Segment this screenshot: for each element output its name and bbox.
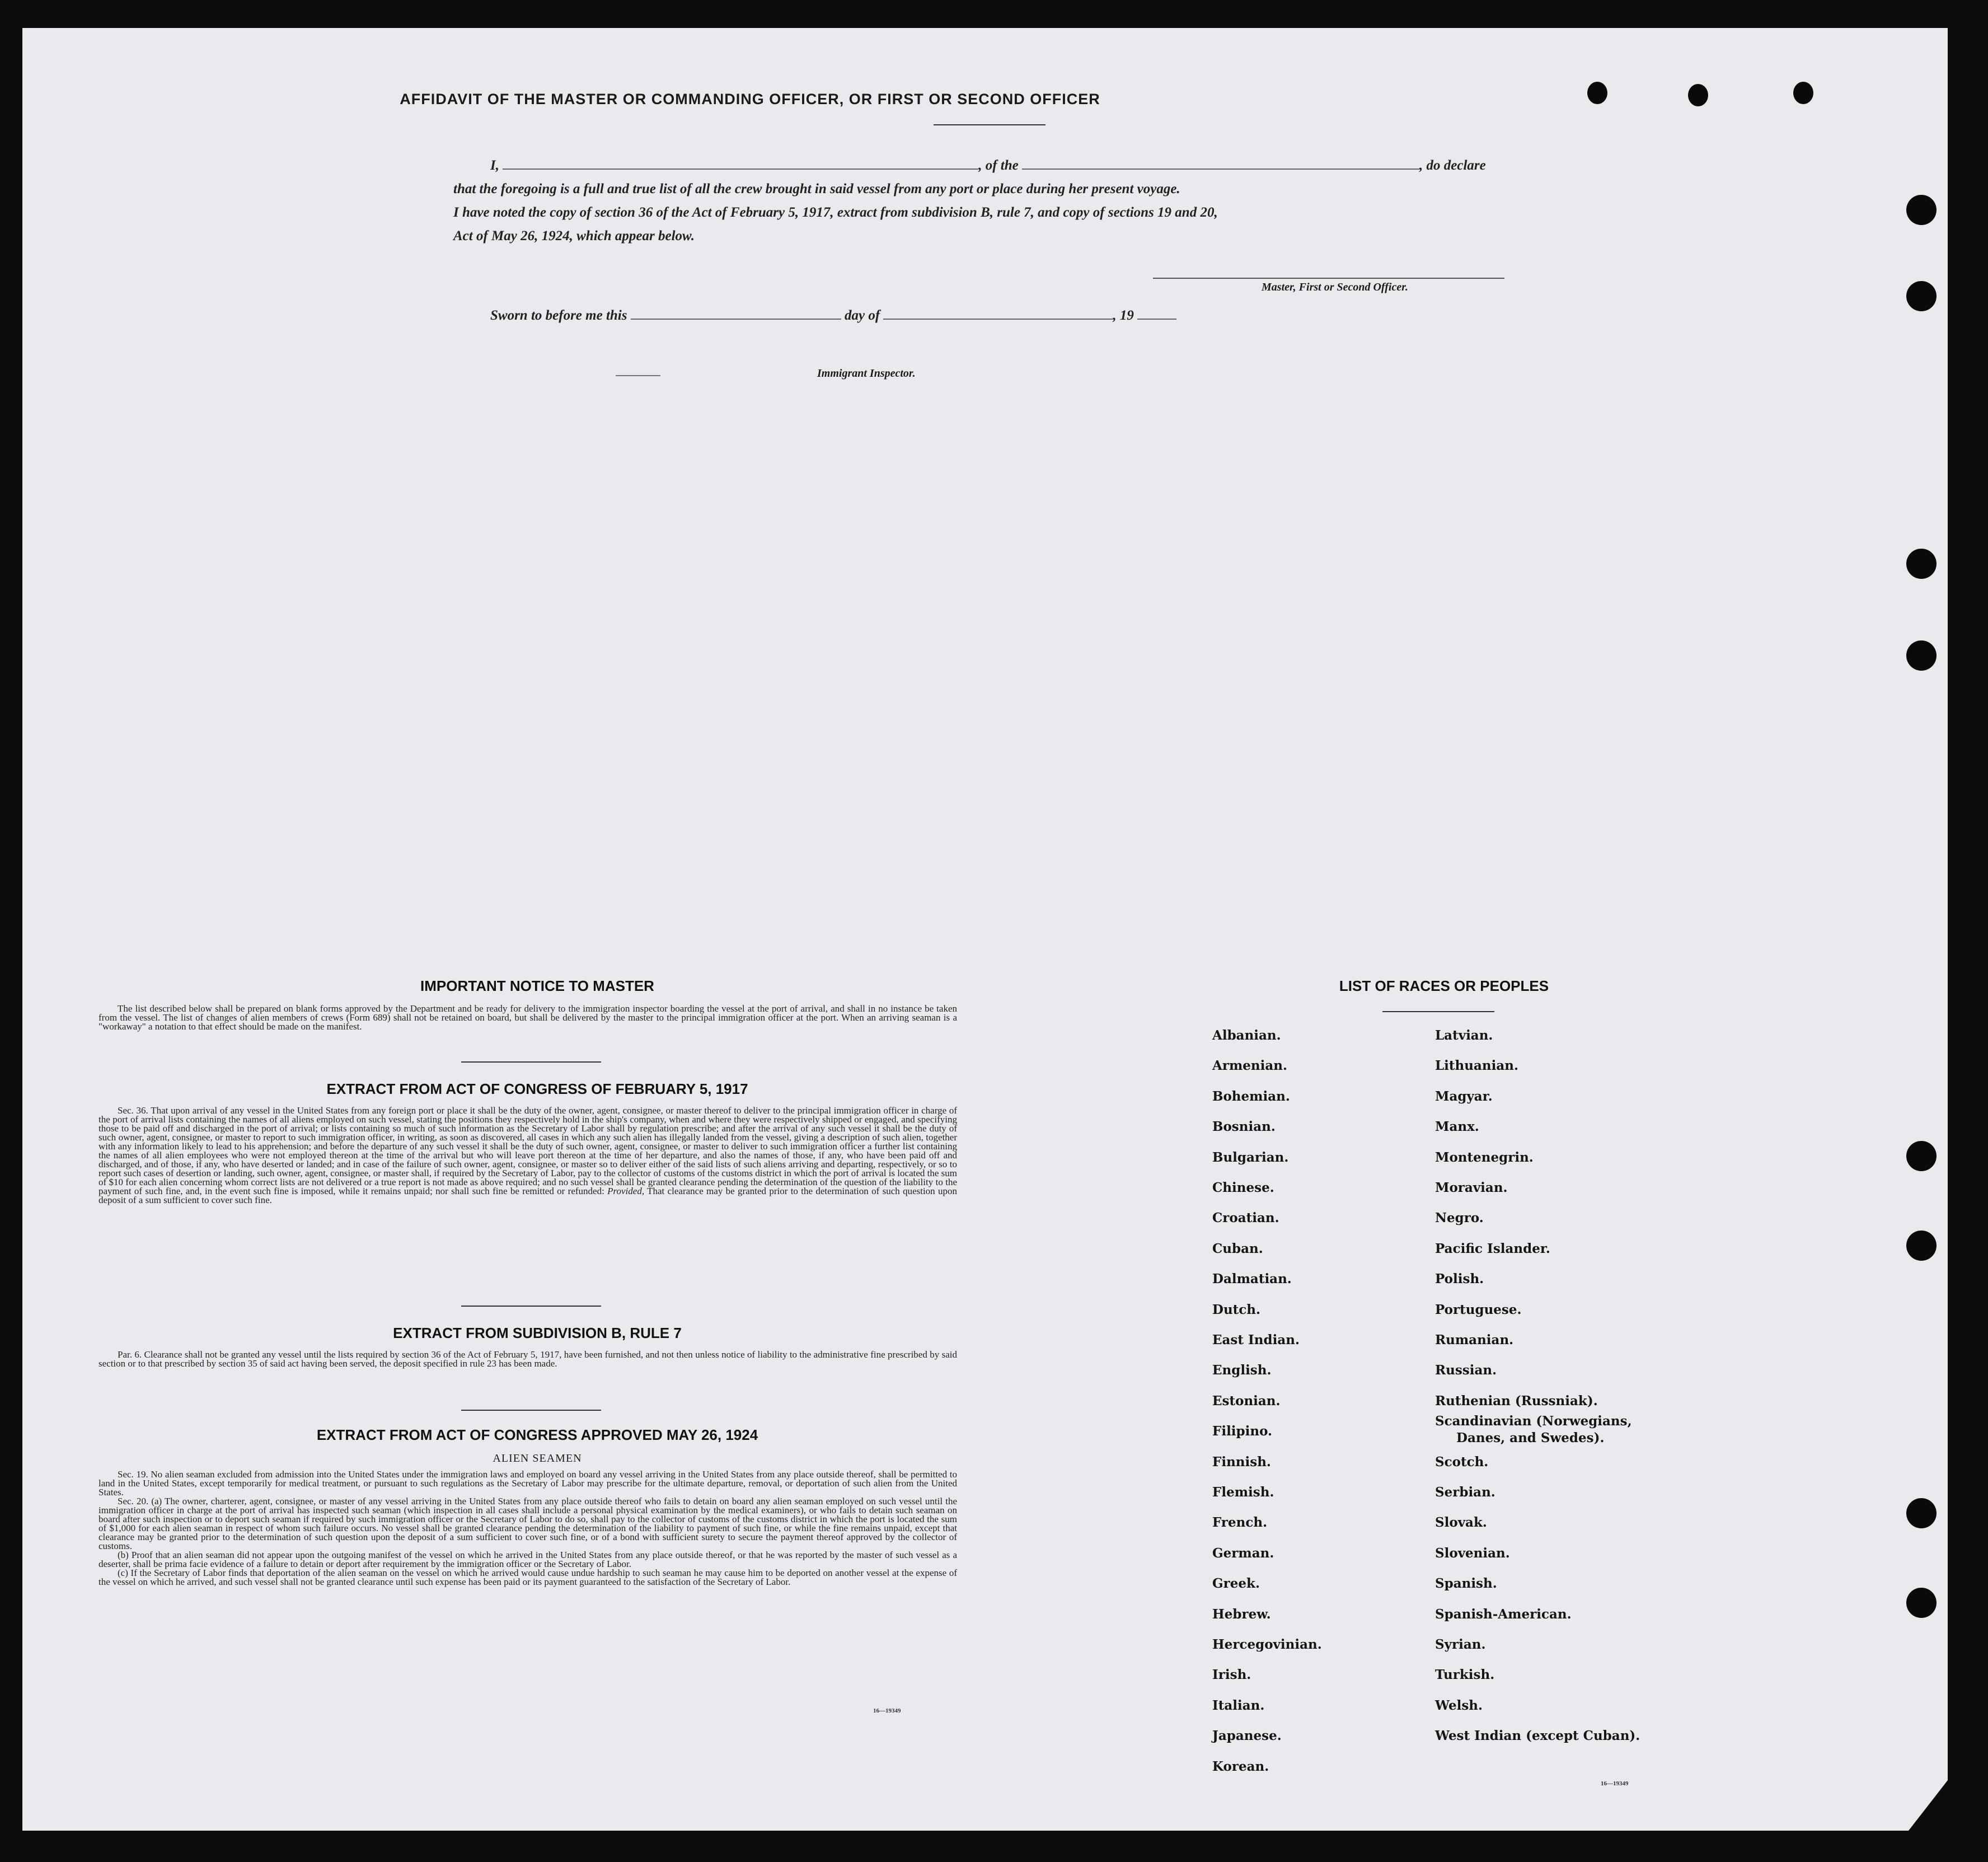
race-item: Slovak.: [1435, 1515, 1487, 1530]
divider: [461, 1061, 601, 1063]
affidavit-line-1: [490, 158, 1486, 174]
race-item: Chinese.: [1212, 1180, 1274, 1195]
rule7-body: [99, 1350, 957, 1368]
sec36-text: [99, 1106, 957, 1205]
punch-hole: [1906, 1141, 1937, 1171]
punch-hole: [1793, 82, 1813, 104]
notice-text: The list described below shall be prepared on blank forms approved by the Department and be ready for delivery to the immigration inspector boarding the vessel at the port of arrival, and shall in no instance be taken from the vessel. The list of changes of alien members of crews (Form 689) shall not be retained on board, but shall be delivered by the master to the principal immigration officer at the port. When an arriving seaman is a "workaway" a notation to that effect should be made on the manifest.: [99, 1003, 957, 1032]
race-item: Rumanian.: [1435, 1332, 1514, 1348]
punch-hole: [1906, 1231, 1937, 1261]
extract-1924-body: [99, 1470, 957, 1587]
divider: [461, 1306, 601, 1307]
punch-hole: [1906, 1498, 1937, 1528]
notice-body: [99, 1004, 957, 1031]
race-item: Negro.: [1435, 1210, 1484, 1225]
race-item: Turkish.: [1435, 1667, 1495, 1682]
race-item: Welsh.: [1435, 1698, 1483, 1713]
race-item: Italian.: [1212, 1698, 1265, 1713]
race-item: Hercegovinian.: [1212, 1637, 1322, 1652]
inspector-signature-line: [616, 375, 660, 376]
punch-hole: [1688, 84, 1708, 106]
race-item: Hebrew.: [1212, 1607, 1271, 1622]
race-item: Irish.: [1212, 1667, 1251, 1682]
race-item: Slovenian.: [1435, 1546, 1510, 1561]
race-item: Portuguese.: [1435, 1302, 1522, 1317]
day-of-text: day of: [844, 308, 880, 323]
race-item: Lithuanian.: [1435, 1058, 1518, 1073]
race-item: Greek.: [1212, 1576, 1260, 1591]
extract-1924-heading: EXTRACT FROM ACT OF CONGRESS APPROVED MAY 26, 1924: [316, 1426, 758, 1443]
race-item: English.: [1212, 1363, 1272, 1378]
master-signature-line: [1153, 278, 1504, 279]
master-signature-label: Master, First or Second Officer.: [1262, 281, 1408, 293]
vessel-blank[interactable]: [1022, 169, 1419, 170]
alien-seamen-subheading: ALIEN SEAMEN: [493, 1452, 582, 1465]
race-item: Japanese.: [1212, 1728, 1282, 1743]
race-item: Scandinavian (Norwegians,: [1435, 1414, 1632, 1429]
race-item: Ruthenian (Russniak).: [1435, 1393, 1598, 1409]
race-item: Estonian.: [1212, 1393, 1281, 1409]
sec36-label: Sec. 36.: [118, 1105, 148, 1116]
race-item: Cuban.: [1212, 1241, 1263, 1256]
races-heading: LIST OF RACES OR PEOPLES: [1339, 977, 1549, 994]
divider: [1382, 1011, 1494, 1012]
form-number: 16—19349: [873, 1707, 901, 1714]
races-form-number: 16—19349: [1601, 1780, 1629, 1787]
punch-hole: [1906, 195, 1937, 225]
race-item: Finnish.: [1212, 1454, 1271, 1470]
race-item: Serbian.: [1435, 1485, 1495, 1500]
name-blank[interactable]: [503, 169, 978, 170]
race-item: Dalmatian.: [1212, 1271, 1292, 1286]
affidavit-of-the: , of the: [978, 158, 1019, 173]
race-item: Filipino.: [1212, 1424, 1273, 1439]
race-item: Pacific Islander.: [1435, 1241, 1550, 1256]
race-item: Spanish-American.: [1435, 1607, 1572, 1622]
extract-1917-body: [99, 1106, 957, 1205]
race-item: Scotch.: [1435, 1454, 1489, 1470]
sworn-day-blank[interactable]: [631, 319, 841, 320]
sec20b-text: (b) Proof that an alien seaman did not appear upon the outgoing manifest of the vessel on which he arrived in the United States from any place outside thereof, or that he was reported by the master of such vessel as a deserter, shall be prima facie evidence of a failure to detain or deport after requirement by the immigration officer or the Secretary of Labor.: [99, 1550, 957, 1569]
sworn-year-blank[interactable]: [1137, 319, 1176, 320]
divider: [934, 124, 1045, 125]
document-page: [22, 28, 1948, 1831]
punch-hole: [1906, 640, 1937, 671]
race-item: Magyar.: [1435, 1089, 1493, 1104]
affidavit-line-3: I have noted the copy of section 36 of the Act of February 5, 1917, extract from subdivision B, rule 7, and copy of sections 19 and 20,: [453, 205, 1218, 220]
race-item: Danes, and Swedes).: [1456, 1430, 1605, 1445]
race-item: Flemish.: [1212, 1485, 1274, 1500]
inspector-signature-label: Immigrant Inspector.: [817, 367, 916, 380]
affidavit-title: AFFIDAVIT OF THE MASTER OR COMMANDING OFFICER, OR FIRST OR SECOND OFFICER: [400, 91, 1100, 107]
race-item: Moravian.: [1435, 1180, 1508, 1195]
race-item: Polish.: [1435, 1271, 1484, 1286]
race-item: German.: [1212, 1546, 1274, 1561]
race-item: Russian.: [1435, 1363, 1497, 1378]
cut-corner: [1909, 1780, 1948, 1831]
notice-heading: IMPORTANT NOTICE TO MASTER: [420, 977, 654, 994]
sec19-text: Sec. 19. No alien seaman excluded from admission into the United States under the immigration laws and employed on board any vessel arriving in the United States from any place outside thereof, shall be permitted to land in the United States, except temporarily for medical treatment, or pursuant to such regulations as the Secretary of Labor may prescribe for the ultimate departure, removal, or deportation of such alien from the United States.: [99, 1469, 957, 1498]
race-item: Bulgarian.: [1212, 1150, 1289, 1165]
punch-hole: [1587, 82, 1607, 104]
race-item: Croatian.: [1212, 1210, 1279, 1225]
affidavit-line-4: Act of May 26, 1924, which appear below.: [453, 228, 695, 244]
divider: [461, 1410, 601, 1411]
race-item: Albanian.: [1212, 1028, 1281, 1043]
race-item: Bosnian.: [1212, 1119, 1276, 1134]
race-item: Armenian.: [1212, 1058, 1288, 1073]
race-item: Korean.: [1212, 1759, 1269, 1774]
sec20a-text: Sec. 20. (a) The owner, charterer, agent, consignee, or master of any vessel arriving in the United States from any place outside thereof who fails to detain on board any alien seaman employed on such vessel until the immigration officer in charge at the port of arrival has inspected such seaman (which inspection in all cases shall include a personal physical examination by the medical examiners), or who fails to detain such seaman on board after such inspection or to deport such seaman if required by such immigration officer or the Secretary of Labor to do so, shall pay to the collector of customs of the customs district in which the port is located the sum of $1,000 for each alien seaman in respect of whom such failure occurs. No vessel shall be granted clearance pending the determination of the liability to payment of such fine, or while the fine remains unpaid, except that clearance may be granted prior to the determination of such question upon the deposit of a sum sufficient to cover such fine, or of a bond with sufficient surety to secure the payment thereof approved by the collector of customs.: [99, 1496, 957, 1551]
sec20c-text: (c) If the Secretary of Labor finds that deportation of the alien seaman on the vessel on which he arrived would cause undue hardship to such seaman he may cause him to be deported on another vessel at the expense of the vessel on which he arrived, and such vessel shall not be granted clearance until such expense has been paid or its payment guaranteed to the satisfaction of the Secretary of Labor.: [99, 1568, 957, 1587]
sec36-body-end: That clearance may be granted prior to the determination of such question upon deposit of a sum sufficient to cover such fine.: [99, 1186, 958, 1205]
rule7-heading: EXTRACT FROM SUBDIVISION B, RULE 7: [393, 1325, 682, 1341]
race-item: Manx.: [1435, 1119, 1479, 1134]
punch-hole: [1906, 281, 1937, 311]
affidavit-i: I,: [490, 158, 499, 173]
race-item: Latvian.: [1435, 1028, 1493, 1043]
sworn-text: Sworn to before me this: [490, 308, 627, 323]
race-item: Spanish.: [1435, 1576, 1497, 1591]
punch-hole: [1906, 1588, 1937, 1618]
race-item: French.: [1212, 1515, 1268, 1530]
race-item: Montenegrin.: [1435, 1150, 1534, 1165]
provided-word: Provided,: [607, 1186, 645, 1196]
race-item: Dutch.: [1212, 1302, 1261, 1317]
rule7-text: Par. 6. Clearance shall not be granted any vessel until the lists required by section 36 of the Act of February 5, 1917, have been furnished, and not then unless notice of liability to the administrative fine prescribed by said section or to that prescribed by section 35 of said act having been served, the deposit specified in rule 23 has been made.: [99, 1349, 957, 1369]
race-item: West Indian (except Cuban).: [1435, 1728, 1640, 1743]
sworn-line: [490, 308, 1176, 324]
race-item: Syrian.: [1435, 1637, 1486, 1652]
sworn-month-blank[interactable]: [883, 319, 1113, 320]
affidavit-line-2: that the foregoing is a full and true list of all the crew brought in said vessel from any port or place during her present voyage.: [453, 181, 1180, 197]
affidavit-declare: , do declare: [1419, 158, 1486, 173]
sec36-body: That upon arrival of any vessel in the United States from any foreign port or place it shall be the duty of the owner, agent, consignee, or master thereof to deliver to the principal immigration officer in charge of the port of arrival lists containing the names of all aliens employed on such vessel, stating the positions they respectively hold in the ship's company, when and where they were respectively shipped or engaged, and specifying those to be paid off and discharged in the port of arrival; or lists containing so much of such information as the Secretary of Labor shall by regulation prescribe; and after the arrival of any such vessel it shall be the duty of such owner, agent, consignee, or master to report to such immigration officer, in writing, as soon as discovered, all cases in which any such alien has illegally landed from the vessel, giving a description of such alien, together with any information likely to lead to his apprehension; and before the departure of any such vessel it shall be the duty of such owner, agent, consignee, or master to deliver to such immigration officer a further list containing the names of all alien employees who were not employed thereon at the time of the arrival but who will leave port thereon at the time of her departure, and also the names of those, if any, who have been paid off and discharged, and of those, if any, who have deserted or landed; and in case of the failure of such owner, agent, consignee, or master so to deliver either of the said lists of such aliens arriving and departing, respectively, or so to report such cases of desertion or landing, such owner, agent, consignee, or master shall, if required by the Secretary of Labor, pay to the collector of customs of the customs district in which the port of arrival is located the sum of $10 for each alien concerning whom correct lists are not delivered or a true report is not made as above required; and no such vessel shall be granted clearance pending the determination of the question of the liability to the payment of such fine, and, in the event such fine is imposed, while it remains unpaid; nor shall such fine be remitted or refunded:: [99, 1105, 958, 1196]
race-item: Bohemian.: [1212, 1089, 1290, 1104]
punch-hole: [1906, 549, 1937, 579]
extract-1917-heading: EXTRACT FROM ACT OF CONGRESS OF FEBRUARY 5, 1917: [326, 1080, 748, 1097]
year-text: , 19: [1113, 308, 1134, 323]
race-item: East Indian.: [1212, 1332, 1300, 1348]
